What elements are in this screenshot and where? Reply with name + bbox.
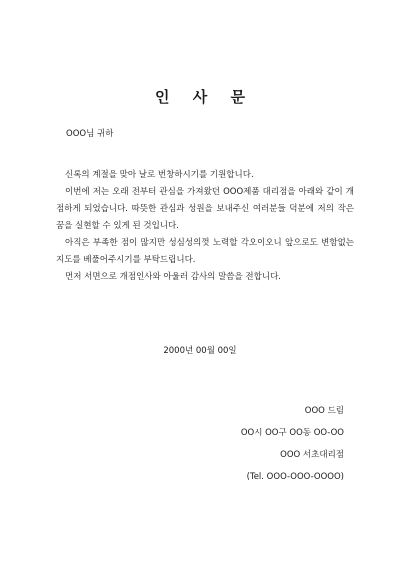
body-paragraph-thanks: 먼저 서면으로 개점인사와 아울러 감사의 말씀을 전합니다. — [65, 272, 281, 282]
letter-date: 2000년 00월 00일 — [163, 346, 237, 356]
body-paragraph-request: 아직은 부족한 점이 많지만 성심성의껏 노력할 각오이오니 앞으로도 변함없는 지도를 베풀어주시기를 부탁드립니다. — [56, 238, 354, 265]
sender-store: OOO 서초대리점 — [280, 450, 344, 460]
sender-block — [241, 400, 344, 488]
body-paragraph-greeting: 신록의 계절을 맞아 날로 번창하시기를 기원합니다. — [65, 170, 254, 180]
letter-body — [56, 167, 354, 286]
letter-title: 인 사 문 — [155, 88, 254, 106]
body-paragraph-announcement: 이번에 저는 오래 전부터 관심을 가져왔던 OOO제품 대리점을 아래와 같이 개점하게 되었습니다. 따뜻한 관심과 성원을 보내주신 여러분들 덕분에 저의 작은 꿈을 실현할 수 있게 된 것입니다. — [56, 187, 354, 231]
sender-address: OO시 OO구 OO동 OO-OO — [240, 428, 344, 438]
recipient-line: OOO님 귀하 — [66, 129, 114, 139]
sender-name: OOO 드림 — [304, 406, 344, 416]
sender-phone: (Tel. OOO-OOO-OOOO) — [246, 472, 344, 482]
